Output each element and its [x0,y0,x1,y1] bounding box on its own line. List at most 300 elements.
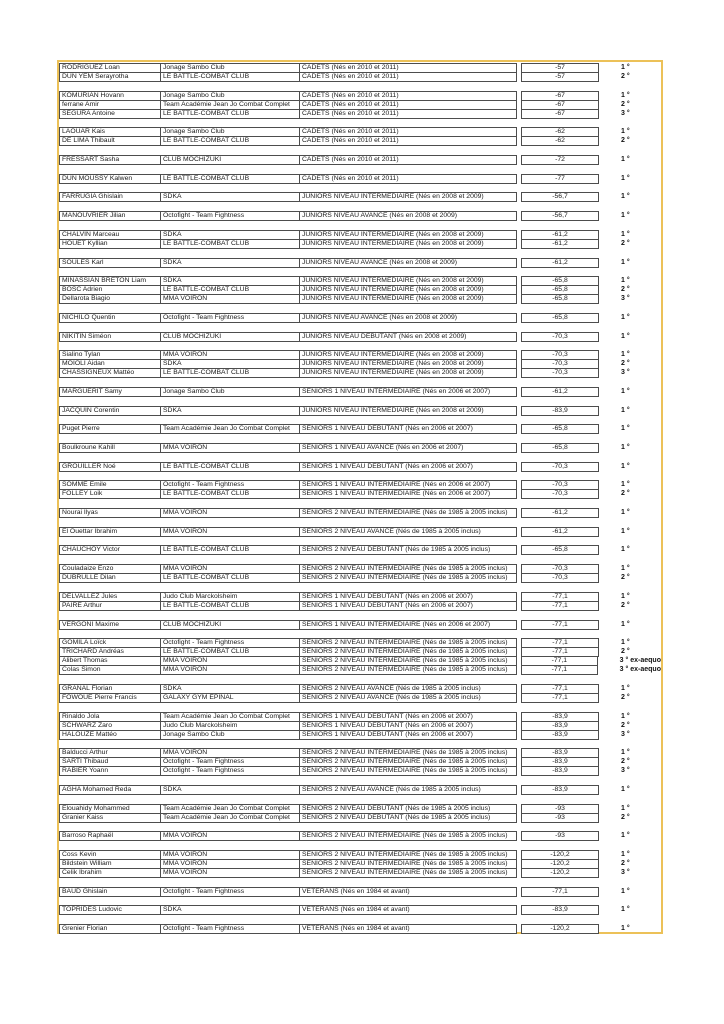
table-row [59,192,661,202]
row-cells [59,109,517,119]
cell-club: Team Académie Jean Jo Combat Complet [161,805,300,813]
cell-club: Team Académie Jean Jo Combat Complet [161,713,300,721]
cell-competitor-name: Alibert Thomas [60,657,161,665]
cell-weight: -72 [521,155,599,165]
result-group [59,313,661,323]
cell-competitor-name: CHAUCHOY Victor [60,546,161,554]
cell-rank: 1 ° [621,785,630,793]
cell-club: LE BATTLE-COMBAT CLUB [161,110,300,118]
cell-rank: 2 ° [621,100,630,108]
result-group [59,564,661,583]
cell-competitor-name: SARTI Thibaud [60,758,161,766]
cell-category: JUNIORS NIVEAU INTERMEDIAIRE (Nés en 2008 et 2009) [302,406,484,414]
cell-competitor-name: Celik Ibrahim [60,869,161,877]
cell-club: Octofight - Team Fightness [161,767,300,775]
cell-weight: -83,9 [521,785,599,795]
cell-rank: 2 ° [621,601,630,609]
cell-rank: 3 ° [621,869,630,876]
cell-club: Jonage Sambo Club [161,64,300,72]
cell-club: Jonage Sambo Club [161,388,300,396]
cell-category: SENIORS 2 NIVEAU INTERMEDIAIRE (Nés de 1985 à 2005 inclus) [302,860,508,867]
result-group [59,211,661,221]
result-group [59,545,661,555]
cell-rank: 1 ° [621,804,630,812]
cell-category: SENIORS 1 NIVEAU DEBUTANT (Nés en 2006 et 2007) [302,462,473,470]
cell-club: Jonage Sambo Club [161,128,300,136]
cell-competitor-name: Grenier Florian [60,925,161,933]
cell-category: SENIORS 1 NIVEAU DEBUTANT (Nés en 2006 et 2007) [302,730,473,738]
table-row [59,424,661,434]
result-group [59,258,661,268]
cell-weight: -70,3 [521,489,599,499]
cell-competitor-name: Sialino Tylan [60,351,161,359]
cell-category: JUNIORS NIVEAU INTERMEDIAIRE (Nés en 2008 et 2009) [302,277,484,285]
result-group [59,192,661,202]
result-group [59,230,661,249]
row-cells [59,258,517,268]
cell-club: LE BATTLE-COMBAT CLUB [161,546,300,554]
cell-competitor-name: DELVALLEZ Jules [60,593,161,601]
cell-competitor-name: Rinaldo Jola [60,713,161,721]
cell-club: MMA VOIRON [161,666,300,674]
cell-category: CADETS (Nés en 2010 et 2011) [302,91,399,99]
cell-weight: -56,7 [521,192,599,202]
cell-club: LE BATTLE-COMBAT CLUB [161,175,300,183]
cell-weight: -61,2 [521,387,599,397]
cell-weight: -70,3 [521,350,599,360]
cell-competitor-name: FOWOUE Pierre Francis [60,694,161,702]
row-cells [59,766,517,776]
cell-competitor-name: FRESSART Sasha [60,156,161,164]
cell-rank: 1 ° [621,174,630,182]
cell-club: SDKA [161,786,300,794]
cell-competitor-name: FOLLEY Loik [60,490,161,498]
cell-weight: -120,2 [521,868,599,878]
row-cells [59,294,517,304]
cell-club: Octofight - Team Fightness [161,639,300,647]
cell-competitor-name: Couladaize Enzo [60,565,161,573]
cell-category: CADETS (Nés en 2010 et 2011) [302,137,399,145]
cell-category: SENIORS 1 NIVEAU INTERMEDIAIRE (Nés en 2006 et 2007) [302,387,491,395]
table-row [59,155,661,165]
cell-weight: -77,1 [521,887,599,897]
cell-club: SDKA [161,685,300,693]
cell-category: SENIORS 2 NIVEAU INTERMEDIAIRE (Nés de 1985 à 2005 inclus) [302,648,508,656]
row-cells [59,443,517,453]
cell-competitor-name: DE LIMA Thibault [60,137,161,145]
row-cells [59,887,517,897]
result-group [59,63,661,82]
table-row [59,545,661,555]
cell-club: Octofight - Team Fightness [161,314,300,322]
cell-category: JUNIORS NIVEAU INTERMEDIAIRE (Nés en 2008 et 2009) [302,193,484,201]
result-group [59,174,661,184]
cell-competitor-name: RABIER Yoann [60,767,161,775]
cell-category: SENIORS 2 NIVEAU INTERMEDIAIRE (Nés de 1985 à 2005 inclus) [302,509,508,517]
cell-club: SDKA [161,277,300,285]
cell-competitor-name: FARRUGIA Ghislain [60,193,161,201]
cell-competitor-name: Boulkroune Kahill [60,444,161,452]
cell-category: SENIORS 1 NIVEAU DEBUTANT (Nés en 2006 et 2007) [302,601,473,609]
cell-club: Octofight - Team Fightness [161,925,300,933]
result-group [59,480,661,499]
cell-weight: -120,2 [521,924,599,934]
cell-competitor-name: SEGURA Antoine [60,110,161,118]
cell-rank: 1 ° [621,851,630,858]
result-group [59,924,661,934]
cell-category: SENIORS 2 NIVEAU INTERMEDIAIRE (Nés de 1985 à 2005 inclus) [302,657,508,665]
cell-rank: 1 ° [621,332,630,340]
cell-club: Octofight - Team Fightness [161,481,300,489]
cell-category: VETERANS (Nés en 1984 et avant) [302,925,410,933]
cell-rank: 1 ° [621,387,630,395]
cell-category: VETERANS (Nés en 1984 et avant) [302,887,410,895]
cell-rank: 1 ° [621,91,630,99]
row-cells [59,239,517,249]
row-cells [59,665,517,675]
cell-category: SENIORS 2 NIVEAU INTERMEDIAIRE (Nés de 1985 à 2005 inclus) [302,639,508,647]
cell-weight: -65,8 [521,276,599,286]
cell-weight: -65,8 [521,545,599,555]
result-group [59,527,661,537]
cell-weight: -83,9 [521,905,599,915]
cell-rank: 1 ° [621,592,630,600]
cell-category: JUNIORS NIVEAU INTERMEDIAIRE (Nés en 2008 et 2009) [302,286,484,294]
row-cells [59,368,517,378]
cell-category: JUNIORS NIVEAU INTERMEDIAIRE (Nés en 2008 et 2009) [302,360,484,368]
cell-rank: 3 ° [621,369,630,377]
cell-competitor-name: SOMME Emile [60,481,161,489]
cell-rank: 1 ° [621,406,630,414]
cell-rank: 2 ° [621,758,630,766]
cell-competitor-name: El Ouettar Ibrahim [60,528,161,536]
cell-rank: 1 ° [621,565,630,573]
cell-club: Team Académie Jean Jo Combat Complet [161,814,300,822]
cell-category: CADETS (Nés en 2010 et 2011) [302,100,399,108]
cell-rank: 3 ° [621,295,630,303]
cell-category: SENIORS 2 NIVEAU INTERMEDIAIRE (Nés de 1985 à 2005 inclus) [302,869,508,876]
cell-rank: 2 ° [621,721,630,729]
cell-category: CADETS (Nés en 2010 et 2011) [302,109,399,117]
cell-category: SENIORS 1 NIVEAU DEBUTANT (Nés en 2006 et 2007) [302,712,473,720]
cell-category: SENIORS 2 NIVEAU INTERMEDIAIRE (Nés de 1985 à 2005 inclus) [302,666,508,674]
row-cells [59,332,517,342]
row-cells [59,211,517,221]
cell-competitor-name: GROUILLER Noé [60,463,161,471]
cell-category: CADETS (Nés en 2010 et 2011) [302,64,399,71]
cell-category: SENIORS 2 NIVEAU AVANCE (Nés de 1985 à 2005 inclus) [302,785,481,793]
cell-weight: -93 [521,813,599,823]
cell-rank: 1 ° [621,156,630,164]
cell-competitor-name: SCHWARZ Zaro [60,722,161,730]
cell-club: MMA VOIRON [161,509,300,517]
cell-rank: 2 ° [621,860,630,867]
cell-category: SENIORS 2 NIVEAU INTERMEDIAIRE (Nés de 1985 à 2005 inclus) [302,758,508,766]
cell-competitor-name: HALOUZE Mattéo [60,731,161,739]
cell-club: MMA VOIRON [161,657,300,665]
cell-weight: -65,8 [521,313,599,323]
cell-club: MMA VOIRON [161,851,300,859]
result-group [59,332,661,342]
cell-category: SENIORS 2 NIVEAU INTERMEDIAIRE (Nés de 1985 à 2005 inclus) [302,749,508,757]
cell-category: SENIORS 1 NIVEAU DEBUTANT (Nés en 2006 et 2007) [302,721,473,729]
cell-weight: -70,3 [521,462,599,472]
cell-category: JUNIORS NIVEAU INTERMEDIAIRE (Nés en 2008 et 2009) [302,369,484,377]
table-row [59,387,661,397]
table-row [59,211,661,221]
table-row [59,887,661,897]
cell-club: MMA VOIRON [161,869,300,877]
cell-competitor-name: Puget Pierre [60,425,161,433]
table-row [59,136,661,146]
cell-weight: -65,8 [521,424,599,434]
cell-competitor-name: ferrane Amir [60,101,161,109]
cell-category: SENIORS 1 NIVEAU INTERMEDIAIRE (Nés en 2006 et 2007) [302,490,491,498]
cell-competitor-name: TOPRIDES Ludovic [60,906,161,914]
cell-club: Judo Club Marckolsheim [161,722,300,730]
table-row [59,924,661,934]
table-row [59,527,661,537]
row-cells [59,192,517,202]
cell-competitor-name: GOMILA Loïck [60,639,161,647]
cell-competitor-name: PAIRE Arthur [60,602,161,610]
cell-rank: 1 ° [621,887,630,895]
row-cells [59,620,517,630]
cell-category: SENIORS 1 NIVEAU DEBUTANT (Nés en 2006 et 2007) [302,425,473,433]
table-row [59,332,661,342]
cell-rank: 2 ° [621,693,630,701]
cell-club: LE BATTLE-COMBAT CLUB [161,602,300,610]
table-row [59,239,661,249]
cell-club: SDKA [161,193,300,201]
cell-competitor-name: NIKITIN Siméon [60,333,161,341]
cell-rank: 1 ° [621,481,630,489]
result-group [59,155,661,165]
cell-rank: 1 ° [621,684,630,692]
cell-club: LE BATTLE-COMBAT CLUB [161,240,300,248]
row-cells [59,924,517,934]
cell-rank: 1 ° [621,258,630,266]
cell-category: SENIORS 2 NIVEAU INTERMEDIAIRE (Nés de 1985 à 2005 inclus) [302,574,508,582]
table-row [59,462,661,472]
cell-weight: -77,1 [521,647,599,657]
cell-category: JUNIORS NIVEAU DEBUTANT (Nés en 2008 et 2009) [302,332,467,340]
cell-competitor-name: NICHILO Quentin [60,314,161,322]
row-cells [59,406,517,416]
cell-category: SENIORS 2 NIVEAU INTERMEDIAIRE (Nés de 1985 à 2005 inclus) [302,851,508,858]
cell-competitor-name: Elouahidy Mohammed [60,805,161,813]
cell-rank: 1 ° [621,620,630,628]
cell-category: SENIORS 1 NIVEAU INTERMEDIAIRE (Nés en 2006 et 2007) [302,620,491,628]
cell-competitor-name: Bildstein William [60,860,161,868]
cell-club: SDKA [161,259,300,267]
cell-weight: -56,7 [521,211,599,221]
cell-category: SENIORS 2 NIVEAU AVANCE (Nés de 1985 à 2005 inclus) [302,684,481,692]
cell-club: MMA VOIRON [161,749,300,757]
cell-rank: 3 ° [621,109,630,117]
cell-weight: -61,2 [521,230,599,240]
cell-competitor-name: MINASSIAN BRETON Liam [60,277,161,285]
cell-weight: -120,2 [521,859,599,869]
row-cells [59,813,517,823]
cell-rank: 2 ° [621,813,630,821]
cell-category: JUNIORS NIVEAU INTERMEDIAIRE (Nés en 2008 et 2009) [302,230,484,238]
cell-weight: -61,2 [521,508,599,518]
cell-weight: -77,1 [521,656,598,666]
cell-weight: -57 [521,72,599,82]
result-group [59,406,661,416]
cell-competitor-name: LAOUAR Kais [60,128,161,136]
cell-club: Jonage Sambo Club [161,731,300,739]
cell-competitor-name: Colas Simon [60,666,161,674]
cell-club: MMA VOIRON [161,528,300,536]
cell-club: CLUB MOCHIZUKI [161,621,300,629]
result-group [59,905,661,915]
cell-rank: 1 ° [621,546,630,554]
cell-club: CLUB MOCHIZUKI [161,333,300,341]
cell-weight: -83,9 [521,766,599,776]
table-row [59,443,661,453]
cell-weight: -61,2 [521,258,599,268]
cell-rank: 2 ° [621,239,630,247]
result-group [59,91,661,119]
cell-competitor-name: AGHA Mohamed Reda [60,786,161,794]
cell-competitor-name: SOULES Karl [60,259,161,267]
cell-rank: 1 ° [621,193,630,201]
cell-weight: -93 [521,804,599,814]
cell-weight: -62 [521,136,599,146]
cell-category: SENIORS 2 NIVEAU DEBUTANT (Nés de 1985 à 2005 inclus) [302,546,491,554]
table-row [59,489,661,499]
row-cells [59,489,517,499]
results-table-region [57,60,663,934]
cell-category: VETERANS (Nés en 1984 et avant) [302,906,410,914]
cell-category: JUNIORS NIVEAU AVANCE (Nés en 2008 et 2009) [302,258,458,266]
row-cells [59,155,517,165]
cell-rank: 1 ° [621,712,630,720]
row-cells [59,527,517,537]
table-row [59,905,661,915]
result-group [59,748,661,776]
row-cells [59,387,517,397]
cell-competitor-name: DUBRULLE Dilan [60,574,161,582]
cell-rank: 1 ° [621,749,630,757]
cell-competitor-name: VERGONI Maxime [60,621,161,629]
cell-weight: -67 [521,100,599,110]
cell-weight: -70,3 [521,564,599,574]
cell-category: SENIORS 2 NIVEAU AVANCE (Nés de 1985 à 2005 inclus) [302,693,481,701]
cell-club: SDKA [161,231,300,239]
cell-weight: -77,1 [521,638,599,648]
cell-category: SENIORS 2 NIVEAU DEBUTANT (Nés de 1985 à 2005 inclus) [302,804,491,812]
cell-rank: 3 ° ex-aequo [619,657,661,665]
cell-rank: 2 ° [621,137,630,145]
cell-rank: 2 ° [621,648,630,656]
result-group [59,620,661,630]
row-cells [59,136,517,146]
cell-rank: 1 ° [621,462,630,470]
row-cells [59,785,517,795]
cell-competitor-name: Barroso Raphaël [60,832,161,840]
table-row [59,573,661,583]
cell-club: SDKA [161,407,300,415]
table-row [59,109,661,119]
cell-weight: -83,9 [521,712,599,722]
table-row [59,72,661,82]
cell-weight: -77,1 [521,684,599,694]
table-row [59,868,661,878]
cell-club: SDKA [161,906,300,914]
cell-weight: -61,2 [521,527,599,537]
cell-category: CADETS (Nés en 2010 et 2011) [302,128,399,136]
cell-club: MMA VOIRON [161,444,300,452]
table-row [59,294,661,304]
cell-rank: 1 ° [621,64,630,71]
cell-weight: -67 [521,109,599,119]
cell-club: SDKA [161,360,300,368]
cell-rank: 1 ° [621,509,630,517]
cell-competitor-name: Coss Kevin [60,851,161,859]
cell-competitor-name: BAUD Ghislain [60,888,161,896]
cell-competitor-name: DUN YEM Serayrotha [60,73,161,81]
result-group [59,638,661,675]
cell-weight: -77,1 [521,693,599,703]
table-row [59,785,661,795]
table-row [59,258,661,268]
cell-club: Octofight - Team Fightness [161,212,300,220]
cell-club: LE BATTLE-COMBAT CLUB [161,463,300,471]
result-group [59,350,661,378]
cell-club: LE BATTLE-COMBAT CLUB [161,137,300,145]
cell-weight: -77,1 [521,592,599,602]
row-cells [59,313,517,323]
cell-weight: -70,3 [521,332,599,342]
cell-club: LE BATTLE-COMBAT CLUB [161,490,300,498]
cell-rank: 1 ° [621,906,630,914]
cell-competitor-name: TRICHARD Andréas [60,648,161,656]
result-group [59,127,661,146]
table-row [59,730,661,740]
cell-club: LE BATTLE-COMBAT CLUB [161,286,300,294]
table-row [59,766,661,776]
cell-club: MMA VOIRON [161,295,300,303]
cell-category: SENIORS 2 NIVEAU INTERMEDIAIRE (Nés de 1985 à 2005 inclus) [302,767,508,775]
cell-weight: -65,8 [521,443,599,453]
cell-rank: 1 ° [621,444,630,451]
cell-competitor-name: BOSC Adrien [60,286,161,294]
row-cells [59,424,517,434]
result-group [59,443,661,453]
cell-rank: 1 ° [621,832,630,840]
cell-competitor-name: MOIOLI Aidan [60,360,161,368]
row-cells [59,174,517,184]
cell-weight: -65,8 [521,294,599,304]
cell-category: SENIORS 2 NIVEAU INTERMEDIAIRE (Nés de 1985 à 2005 inclus) [302,565,508,573]
cell-category: SENIORS 1 NIVEAU DEBUTANT (Nés en 2006 et 2007) [302,592,473,600]
result-group [59,712,661,740]
cell-rank: 1 ° [621,212,630,220]
cell-weight: -77,1 [521,601,599,611]
cell-weight: -83,9 [521,406,599,416]
result-group [59,276,661,304]
cell-weight: -65,8 [521,285,599,295]
cell-competitor-name: Nourai Ilyas [60,509,161,517]
cell-weight: -83,9 [521,748,599,758]
cell-category: SENIORS 1 NIVEAU INTERMEDIAIRE (Nés en 2006 et 2007) [302,481,491,489]
cell-competitor-name: KOMURIAN Hovann [60,92,161,100]
result-group [59,887,661,897]
cell-category: SENIORS 2 NIVEAU INTERMEDIAIRE (Nés de 1985 à 2005 inclus) [302,832,508,840]
